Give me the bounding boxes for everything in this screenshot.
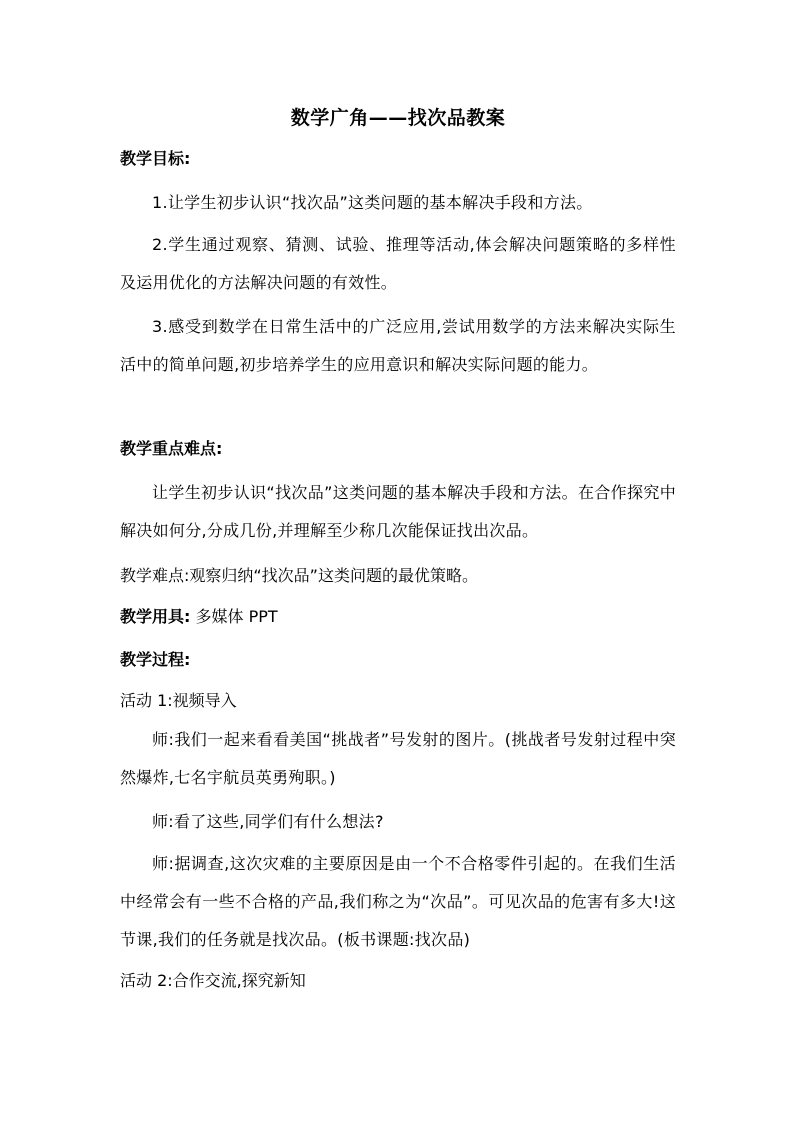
activity-1-heading: 活动 1:视频导入 xyxy=(120,691,237,710)
goals-heading: 教学目标: xyxy=(120,149,191,168)
goal-2-paragraph: 2.学生通过观察、猜测、试验、推理等活动,体会解决问题策略的多样性及运用优化的方法解决问题的有效性。 xyxy=(120,235,676,292)
goal-1-paragraph: 1.让学生初步认识“找次品”这类问题的基本解决手段和方法。 xyxy=(152,193,593,212)
key-points-paragraph: 让学生初步认识“找次品”这类问题的基本解决手段和方法。在合作探究中解决如何分,分成几份,并理解至少称几次能保证找出次品。 xyxy=(120,483,676,540)
process-heading: 教学过程: xyxy=(120,650,191,669)
page-title: 数学广角——找次品教案 xyxy=(290,107,506,129)
dialogue-paragraph-1: 师:我们一起来看看美国“挑战者”号发射的图片。(挑战者号发射过程中突然爆炸,七名宇航员英勇殉职。) xyxy=(120,730,676,787)
key-points-heading: 教学重点难点: xyxy=(120,439,223,458)
tools-row xyxy=(120,604,676,630)
dialogue-paragraph-2: 师:看了这些,同学们有什么想法? xyxy=(152,812,384,831)
dialogue-paragraph-3: 师:据调查,这次灾难的主要原因是由一个不合格零件引起的。在我们生活中经常会有一些不合格的产品,我们称之为“次品”。可见次品的危害有多大!这节课,我们的任务就是找次品。(板书课题:找次品) xyxy=(120,854,676,949)
goal-3-paragraph: 3.感受到数学在日常生活中的广泛应用,尝试用数学的方法来解决实际生活中的简单问题,初步培养学生的应用意识和解决实际问题的能力。 xyxy=(120,317,676,374)
difficulty-paragraph: 教学难点:观察归纳“找次品”这类问题的最优策略。 xyxy=(120,566,478,585)
activity-2-heading: 活动 2:合作交流,探究新知 xyxy=(120,971,306,990)
tools-text: 多媒体 PPT xyxy=(195,607,278,626)
tools-heading: 教学用具: xyxy=(120,607,191,626)
